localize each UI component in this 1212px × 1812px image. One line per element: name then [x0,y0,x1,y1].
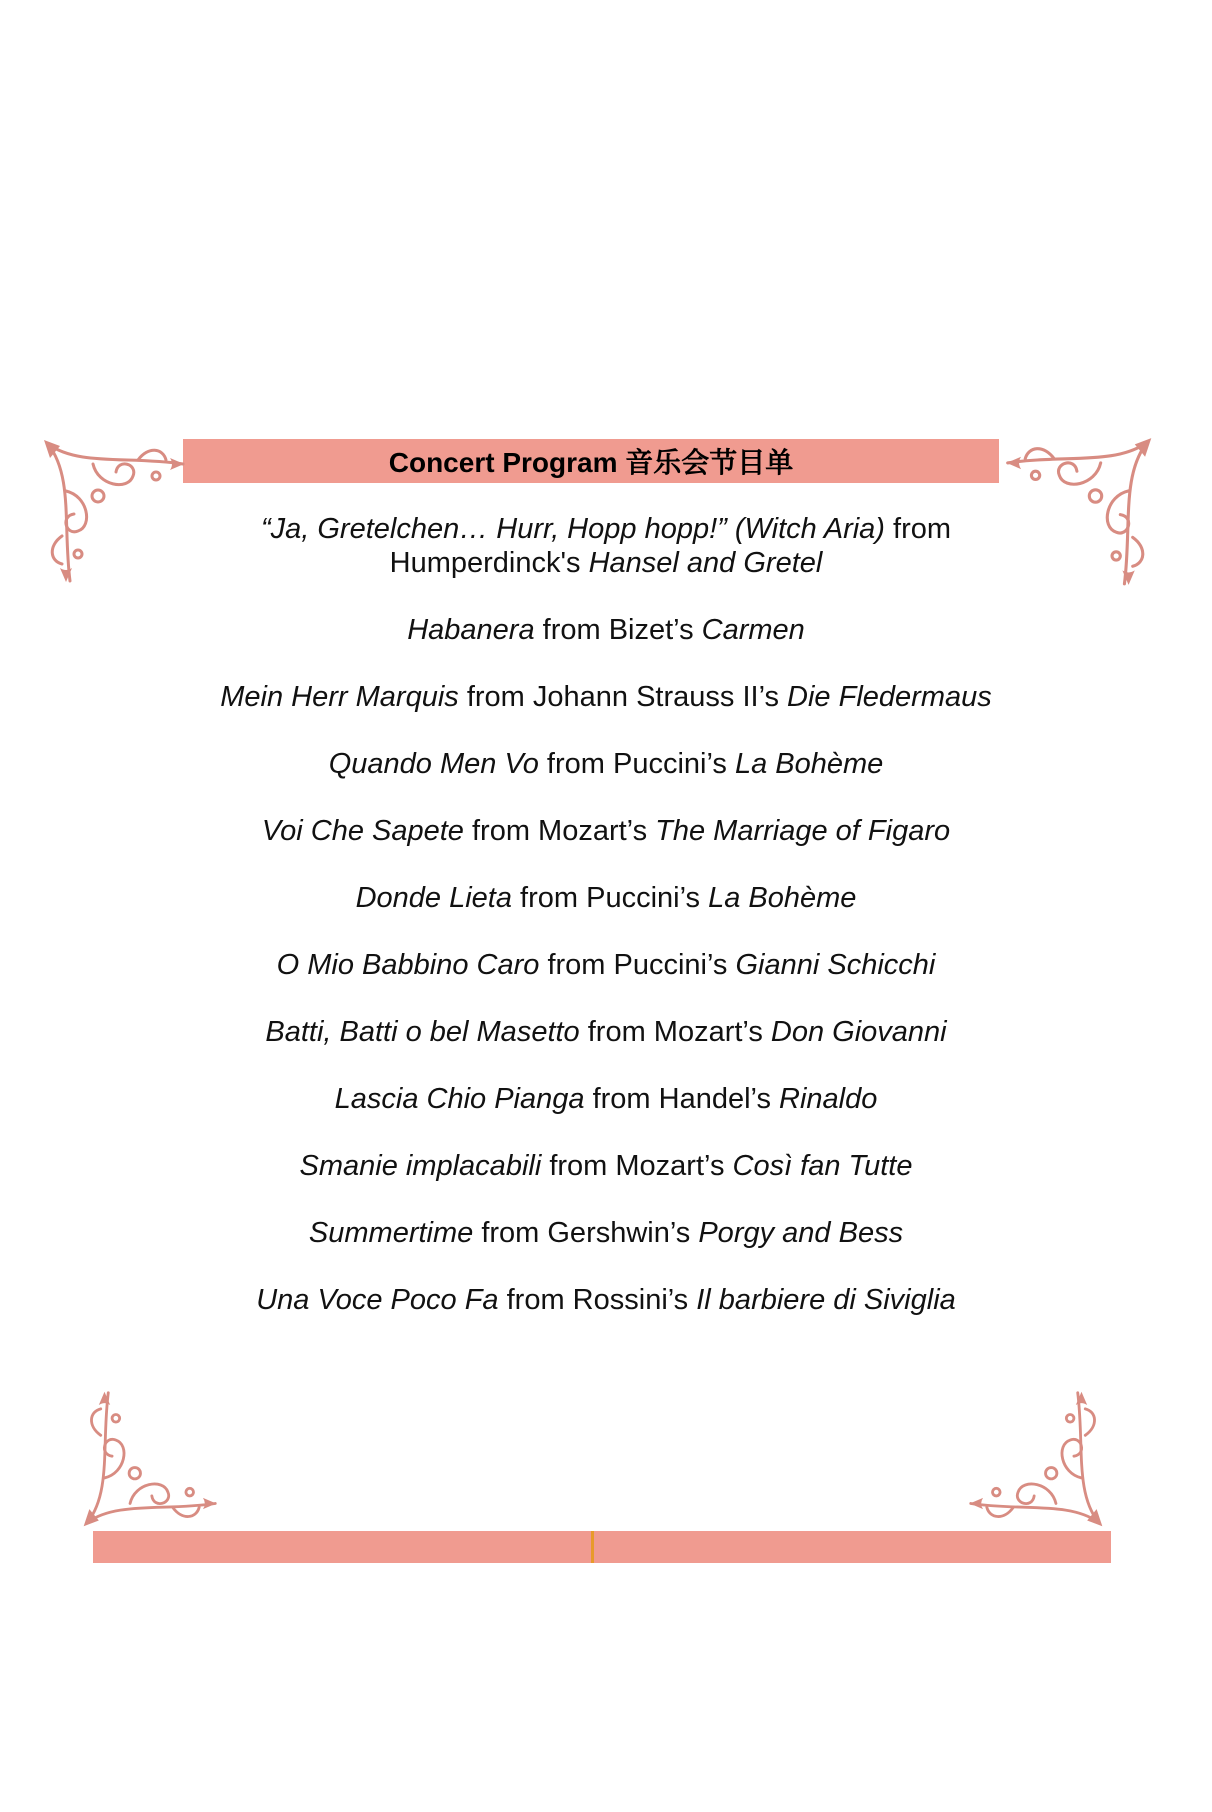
work-title: Die Fledermaus [787,681,992,713]
work-title: Don Giovanni [770,1016,947,1048]
composer-text: from Mozart’s [463,815,656,847]
bottom-bar-mark [591,1531,594,1563]
work-title: Summertime [308,1217,474,1249]
work-title: Lascia Chio Pianga [334,1083,585,1115]
program-item [160,1283,1052,1317]
work-title: Smanie implacabili [299,1150,542,1182]
work-title: O Mio Babbino Caro [276,949,540,981]
program-item [160,948,1052,982]
work-title: Gianni Schicchi [735,949,936,981]
work-title: Il barbiere di Siviglia [696,1284,956,1316]
work-title: La Bohème [708,882,857,914]
composer-text: from Gershwin’s [473,1217,699,1249]
program-list [160,512,1052,1350]
program-item [160,1082,1052,1116]
corner-ornament-bottom-left [74,1388,224,1530]
work-title: Rinaldo [779,1083,878,1115]
work-title: “Ja, Gretelchen… Hurr, Hopp hopp!” (Witch Aria) [260,513,885,545]
work-title: Batti, Batti o bel Masetto [265,1016,580,1048]
composer-text: Humperdinck's [389,547,589,579]
page-title: Concert Program 音乐会节目单 [388,447,794,478]
composer-text: from Puccini’s [512,882,709,914]
program-item [160,1015,1052,1049]
composer-text: from Rossini’s [498,1284,697,1316]
program-item [160,1216,1052,1250]
title-bar [183,439,999,483]
work-title: Habanera [407,614,535,646]
program-item-line [160,613,1052,647]
work-title: Donde Lieta [355,882,512,914]
program-item-line [160,948,1052,982]
program-item-line [160,512,1052,546]
composer-text: from Johann Strauss II’s [458,681,788,713]
program-item-line [160,1216,1052,1250]
work-title: La Bohème [734,748,884,780]
composer-text: from Puccini’s [539,949,736,981]
program-item [160,512,1052,580]
work-title: Porgy and Bess [698,1217,904,1249]
program-item-line [160,1149,1052,1183]
composer-text: from Mozart’s [579,1016,771,1048]
composer-text: from Mozart’s [541,1150,733,1182]
program-item [160,814,1052,848]
program-item-line [160,1283,1052,1317]
program-item [160,747,1052,781]
composer-text: from Bizet’s [534,614,702,646]
work-title: Voi Che Sapete [261,815,464,847]
work-title: Quando Men Vo [328,748,539,780]
program-item [160,1149,1052,1183]
work-title: Hansel and Gretel [588,547,823,579]
program-item-line [160,1015,1052,1049]
work-title: Mein Herr Marquis [220,681,459,713]
program-item-line [160,680,1052,714]
program-item-line [160,881,1052,915]
program-item-line [160,747,1052,781]
composer-text: from Handel’s [584,1083,780,1115]
bottom-bar [93,1531,1111,1563]
composer-text: from Puccini’s [538,748,735,780]
program-item [160,680,1052,714]
program-item-line [160,1082,1052,1116]
composer-text: from [884,513,952,545]
work-title: Così fan Tutte [732,1150,913,1182]
work-title: Carmen [701,614,805,646]
work-title: The Marriage of Figaro [655,815,951,847]
program-item [160,613,1052,647]
program-item-line [160,814,1052,848]
work-title: Una Voce Poco Fa [256,1284,499,1316]
corner-ornament-bottom-right [962,1388,1112,1530]
program-item [160,881,1052,915]
bottom-bar-fill [93,1531,1111,1563]
program-item-line [160,546,1052,580]
